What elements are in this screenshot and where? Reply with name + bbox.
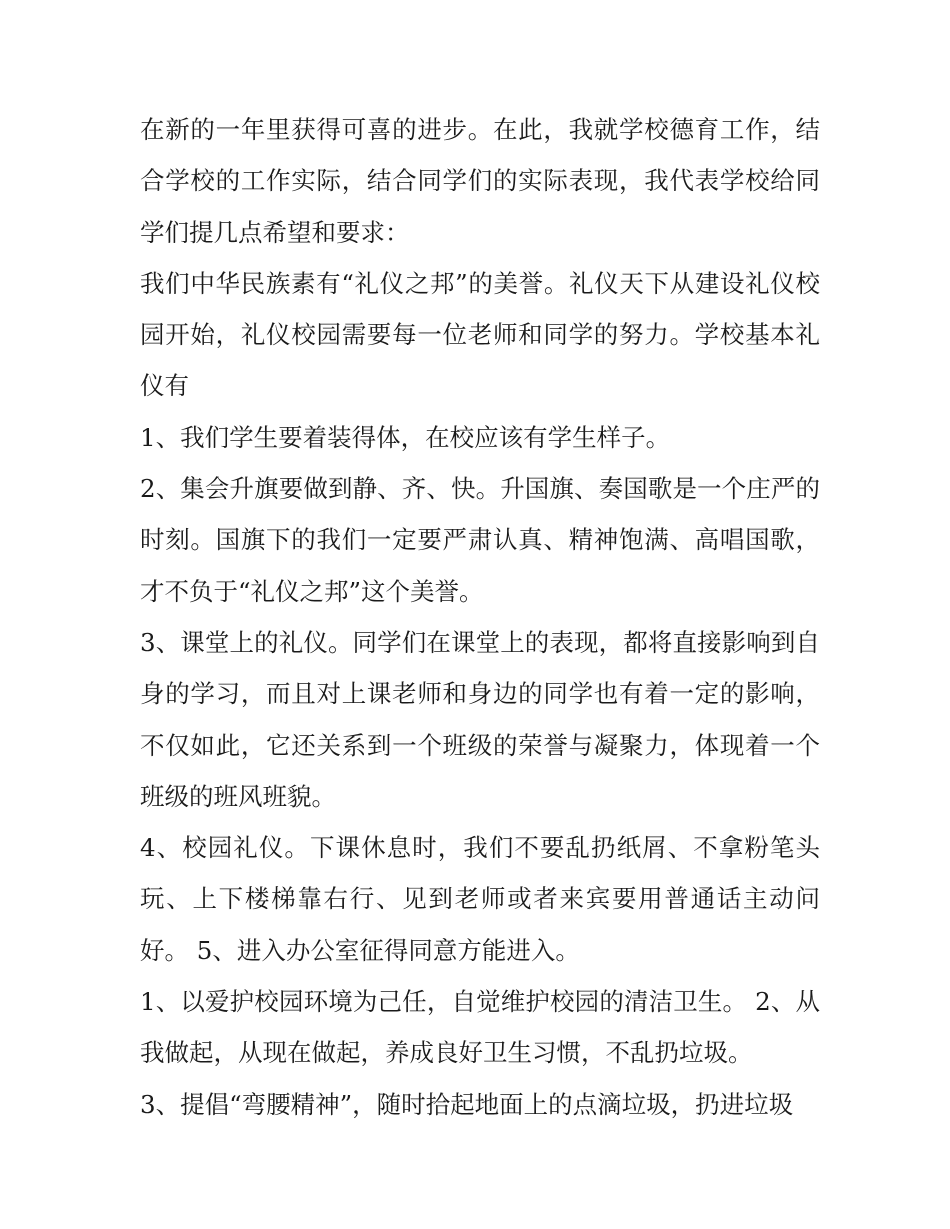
document-body: [140, 104, 820, 1130]
paragraph-hygiene-3: 3、提倡“弯腰精神”，随时拾起地面上的点滴垃圾，扔进垃圾: [140, 1089, 794, 1119]
paragraph-etiquette-nation: 我们中华民族素有“礼仪之邦”的美誉。礼仪天下从建设礼仪校园开始，礼仪校园需要每一位老师和同学的努力。学校基本礼仪有: [140, 268, 820, 401]
paragraph-hygiene-1-2: 1、以爱护校园环境为己任，自觉维护校园的清洁卫生。 2、从我做起，从现在做起，养成良好卫生习惯，不乱扔垃圾。: [140, 987, 820, 1068]
paragraph-item-classroom: 3、课堂上的礼仪。同学们在课堂上的表现，都将直接影响到自身的学习，而且对上课老师和身边的同学也有着一定的影响，不仅如此，它还关系到一个班级的荣誉与凝聚力，体现着一个班级的班风班貌。: [140, 627, 820, 811]
paragraph-item-flag-raising: 2、集会升旗要做到静、齐、快。升国旗、奏国歌是一个庄严的时刻。国旗下的我们一定要严肃认真、精神饱满、高唱国歌，才不负于“礼仪之邦”这个美誉。: [140, 474, 820, 606]
paragraph-item-campus: 4、校园礼仪。下课休息时，我们不要乱扔纸屑、不拿粉笔头玩、上下楼梯靠右行、见到老师或者来宾要用普通话主动问好。 5、进入办公室征得同意方能进入。: [140, 833, 820, 965]
paragraph-item-dress: 1、我们学生要着装得体，在校应该有学生样子。: [140, 422, 671, 452]
paragraph-intro: 在新的一年里获得可喜的进步。在此，我就学校德育工作，结合学校的工作实际，结合同学们的实际表现，我代表学校给同学们提几点希望和要求：: [140, 115, 820, 247]
